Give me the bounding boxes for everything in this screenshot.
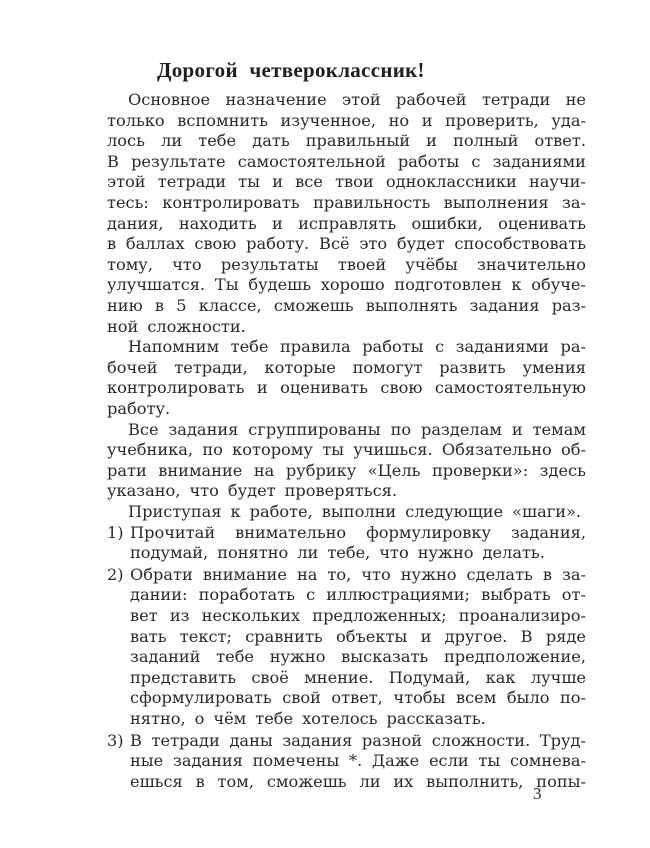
paragraph-line: бочей тетради, которые помогут развить умения: [107, 357, 586, 377]
step-line: В тетради даны задания разной сложности. Труд-: [130, 730, 586, 750]
paragraph-line: Напомним тебе правила работы с заданиями ра-: [128, 337, 586, 357]
paragraph-line: контролировать и оценивать свою самостоятельную: [107, 378, 586, 398]
paragraph-line: работу.: [107, 399, 171, 418]
step-line: вет из нескольких предложенных; проанализиро-: [130, 606, 586, 625]
step-line: представить своё мнение. Подумай, как лучше: [130, 667, 586, 687]
paragraph-line: лось ли тебе дать правильный и полный ответ.: [107, 131, 586, 151]
step-line: ные задания помечены *. Даже если ты сомнева-: [130, 751, 586, 771]
step-number: 3): [107, 730, 124, 750]
step-line: Обрати внимание на то, что нужно сделать в за-: [130, 564, 586, 584]
step-line: вать текст; сравнить объекты и другое. В ряде: [130, 626, 586, 646]
step-line: сформулировать свой ответ, чтобы всем было по-: [130, 688, 586, 708]
paragraph-line: В результате самостоятельной работы с заданиями: [107, 151, 586, 171]
step-number: 2): [107, 564, 124, 584]
paragraph-line: в баллах свою работу. Всё это будет способствовать: [107, 234, 586, 254]
step-number: 1): [107, 522, 124, 542]
paragraph-line: только вспомнить изученное, но и проверить, уда-: [107, 110, 586, 130]
page-number: 3: [533, 784, 542, 803]
paragraph-line: тому, что результаты твоей учёбы значительно: [107, 254, 586, 274]
paragraph-line: рати внимание на рубрику «Цель проверки»: здесь: [107, 460, 586, 480]
step-line: Прочитай внимательно формулировку задания,: [130, 522, 586, 542]
step-line: подумай, понятно ли тебе, что нужно делать.: [130, 543, 545, 563]
paragraph-line: учебника, по которому ты учишься. Обязательно об-: [107, 440, 586, 460]
paragraph-line: указано, что будет проверяться.: [107, 481, 397, 501]
step-line: ешься в том, сможешь ли их выполнить, попы-: [130, 771, 586, 791]
paragraph-line: улучшатся. Ты будешь хорошо подготовлен к обуче-: [107, 275, 586, 295]
step-line: нятно, о чём тебе хотелось рассказать.: [130, 709, 486, 728]
paragraph-line: Все задания сгруппированы по разделам и темам: [128, 419, 586, 439]
paragraph-line: этой тетради ты и все твои одноклассники научи-: [107, 172, 586, 192]
paragraph-line: нию в 5 классе, сможешь выполнять задания раз-: [107, 296, 586, 315]
paragraph-line: Приступая к работе, выполни следующие «шаги».: [128, 502, 582, 521]
paragraph-line: Основное назначение этой рабочей тетради не: [128, 90, 586, 109]
paragraph-line: ной сложности.: [107, 316, 246, 336]
paragraph-line: дания, находить и исправлять ошибки, оценивать: [107, 213, 586, 233]
step-line: заданий тебе нужно высказать предположение,: [130, 647, 586, 667]
paragraph-line: тесь: контролировать правильность выполнения за-: [107, 193, 586, 212]
step-line: дании: поработать с иллюстрациями; выбрать от-: [130, 585, 586, 605]
page-title: Дорогой четвероклассник!: [157, 58, 425, 82]
